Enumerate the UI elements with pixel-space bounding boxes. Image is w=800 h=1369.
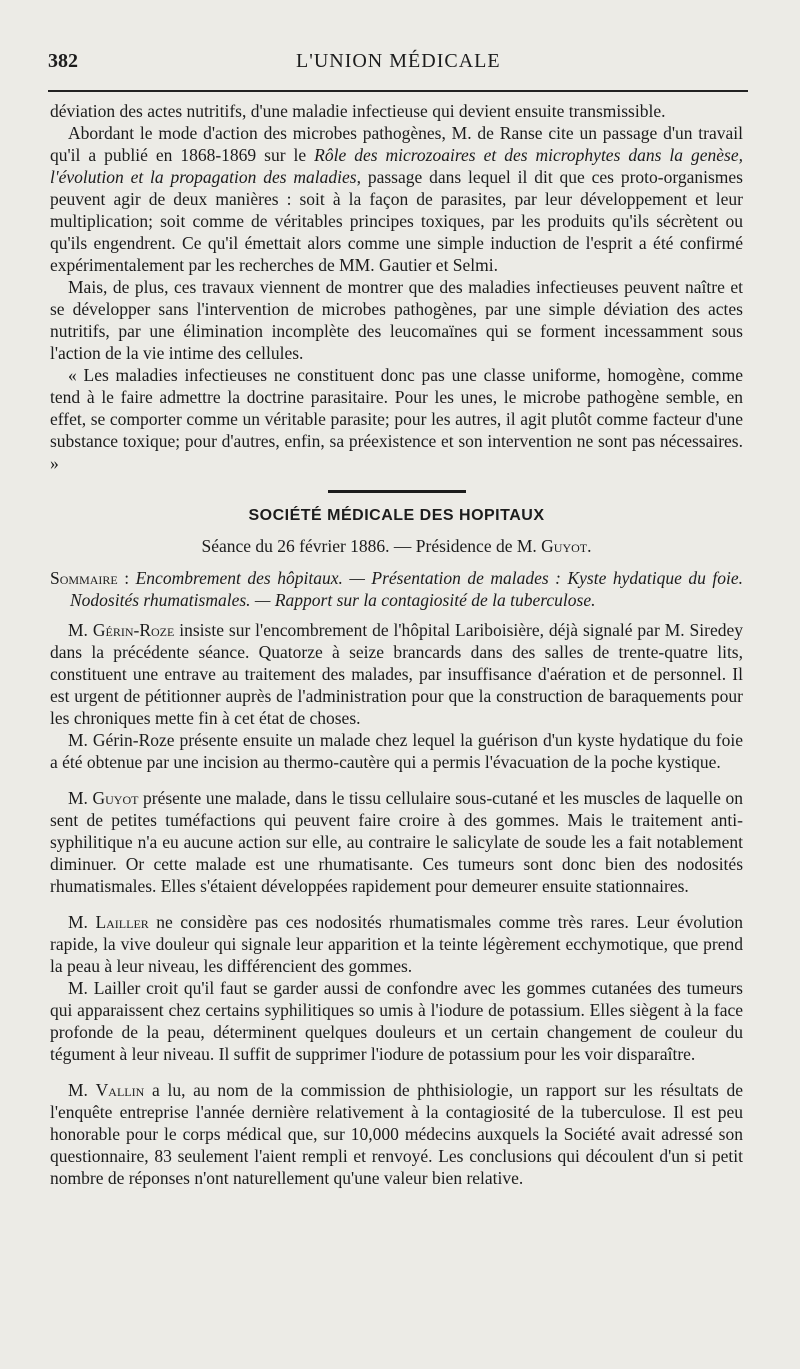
paragraph-text: Abordant le mode d'action des microbes pathogènes, M. de Ranse cite un passage d'un travail qu'il a publié en 1868-1869 sur le [50,123,743,165]
speaker-prefix: M. [68,620,93,640]
header-rule [48,90,748,92]
cited-work-title: Rôle des microzoaires et des microphytes dans la genèse, l'évolution et la propagation des maladies [50,145,743,187]
session-president: Guyot [541,536,588,556]
speaker-name: Gérin-Roze [92,620,175,640]
section-divider [328,490,466,493]
minute-text: a lu, au nom de la commission de phthisiologie, un rapport sur les résultats de l'enquête entreprise l'année dernière relativement à la contagiosité de la tuberculose. Il est peu honorable pour le corps médical que, sur 10,000 médecins auxquels la Société avait adressé son questionnaire, 83 seulement l'aient rempli et renvoyé. Les conclusions qui découlent d'un si petit nombre de réponses n'ont naturellement qu'une valeur bien relative. [50,1080,743,1188]
session-text: Séance du 26 février 1886. — Présidence de M. [201,536,542,556]
minute-text: ne considère pas ces nodosités rhumatismales comme très rares. Leur évolution rapide, la vive douleur qui signale leur apparition et la teinte légèrement ecchymotique, que prend la peau à leur niveau, les différencient des gommes. [50,912,743,976]
minute-text: insiste sur l'encombrement de l'hôpital Lariboisière, déjà signalé par M. Siredey dans la précédente séance. Quatorze à seize brancards dans des salles de trente-quatre lits, constituent une entrave au traitement des malades, par insuffisance d'aération et de personnel. Il est urgent de pétitionner auprès de l'administration pour que la construction de baraquements pour les chroniques mette fin à cet état de choses. [50,620,744,728]
minute-vallin [50,1079,743,1189]
section-title: SOCIÉTÉ MÉDICALE DES HOPITAUX [248,507,545,524]
paragraph-mode-action [50,122,743,276]
speaker-name: Guyot [92,788,139,808]
minute-guyot [50,787,743,897]
minute-lailler-2: M. Lailler croit qu'il faut se garder aussi de confondre avec les gommes cutanées des tumeurs qui apparaissent chez certains syphilitiques so umis à l'iodure de potassium. Elles siègent à la face profonde de la peau, déterminent quelques douleurs et un certain changement de couleur du tégument à leur niveau. Il suffit de supprimer l'iodure de potassium pour les voir disparaître. [50,978,743,1064]
paragraph-quote: « Les maladies infectieuses ne constituent donc pas une classe uniforme, homogène, comme tend à le faire admettre la doctrine parasitaire. Pour les unes, le microbe pathogène semble, en effet, se comporter comme un véritable parasite; pour les autres, il agit plutôt comme facteur d'une substance toxique; pour d'autres, enfin, sa préexistence et son intervention ne sont pas nécessaires. » [50,365,743,473]
speaker-prefix: M. [68,788,93,808]
minute-lailler [50,911,743,977]
summary-sep: : [117,568,136,588]
summary-text: Encombrement des hôpitaux. — Présentation de malades : Kyste hydatique du foie. Nodosités rhumatismales. — Rapport sur la contagiosité de la tuberculose. [70,568,743,610]
speaker-prefix: M. [68,1080,96,1100]
speaker-name: Lailler [95,912,149,932]
page-header [48,50,748,80]
paragraph-continuation: déviation des actes nutritifs, d'une maladie infectieuse qui devient ensuite transmissible. [50,101,666,121]
minute-text: présente une malade, dans le tissu cellulaire sous-cutané et les muscles de laquelle on sent de petites tuméfactions qui peuvent faire croire à des gommes. Mais le traitement anti-syphilitique n'a eu aucune action sur elle, au contraire le salicylate de soude les a fait notablement diminuer. Or cette malade est une rhumatisante. Ces tumeurs sont donc bien des nodosités rhumatismales. Elles s'étaient développées rapidement pour demeurer ensuite stationnaires. [50,788,744,896]
paragraph-travaux: Mais, de plus, ces travaux viennent de montrer que des maladies infectieuses peuvent naître et se développer sans l'intervention de microbes pathogènes, par une simple déviation des actes nutritifs, par une élimination incomplète des leucomaïnes qui se forment incessamment sous l'action de la vie intime des cellules. [50,277,743,363]
article-body [50,100,743,1189]
paragraph-text: , passage dans lequel il dit que ces proto-organismes peuvent agir de deux manières : soit à la façon de parasites, par leur développement et leur multiplication; soit comme de véritables principes toxiques, par les produits qu'ils sécrètent ou qu'ils engendrent. Ce qu'il émettait alors comme une simple induction de l'esprit a été confirmé expérimentalement par les recherches de MM. Gautier et Selmi. [50,167,743,275]
speaker-prefix: M. [68,912,96,932]
minute-gerin-roze-2: M. Gérin-Roze présente ensuite un malade chez lequel la guérison d'un kyste hydatique du foie a été obtenue par une incision au thermo-cautère qui a permis l'évacuation de la poche kystique. [50,730,743,772]
session-end: . [587,536,592,556]
speaker-name: Vallin [95,1080,145,1100]
minute-gerin-roze [50,619,743,729]
page-number: 382 [48,50,78,72]
summary-label: Sommaire [50,568,118,588]
session-line [50,535,743,557]
journal-title: L'UNION MÉDICALE [296,50,501,72]
summary [50,567,743,611]
